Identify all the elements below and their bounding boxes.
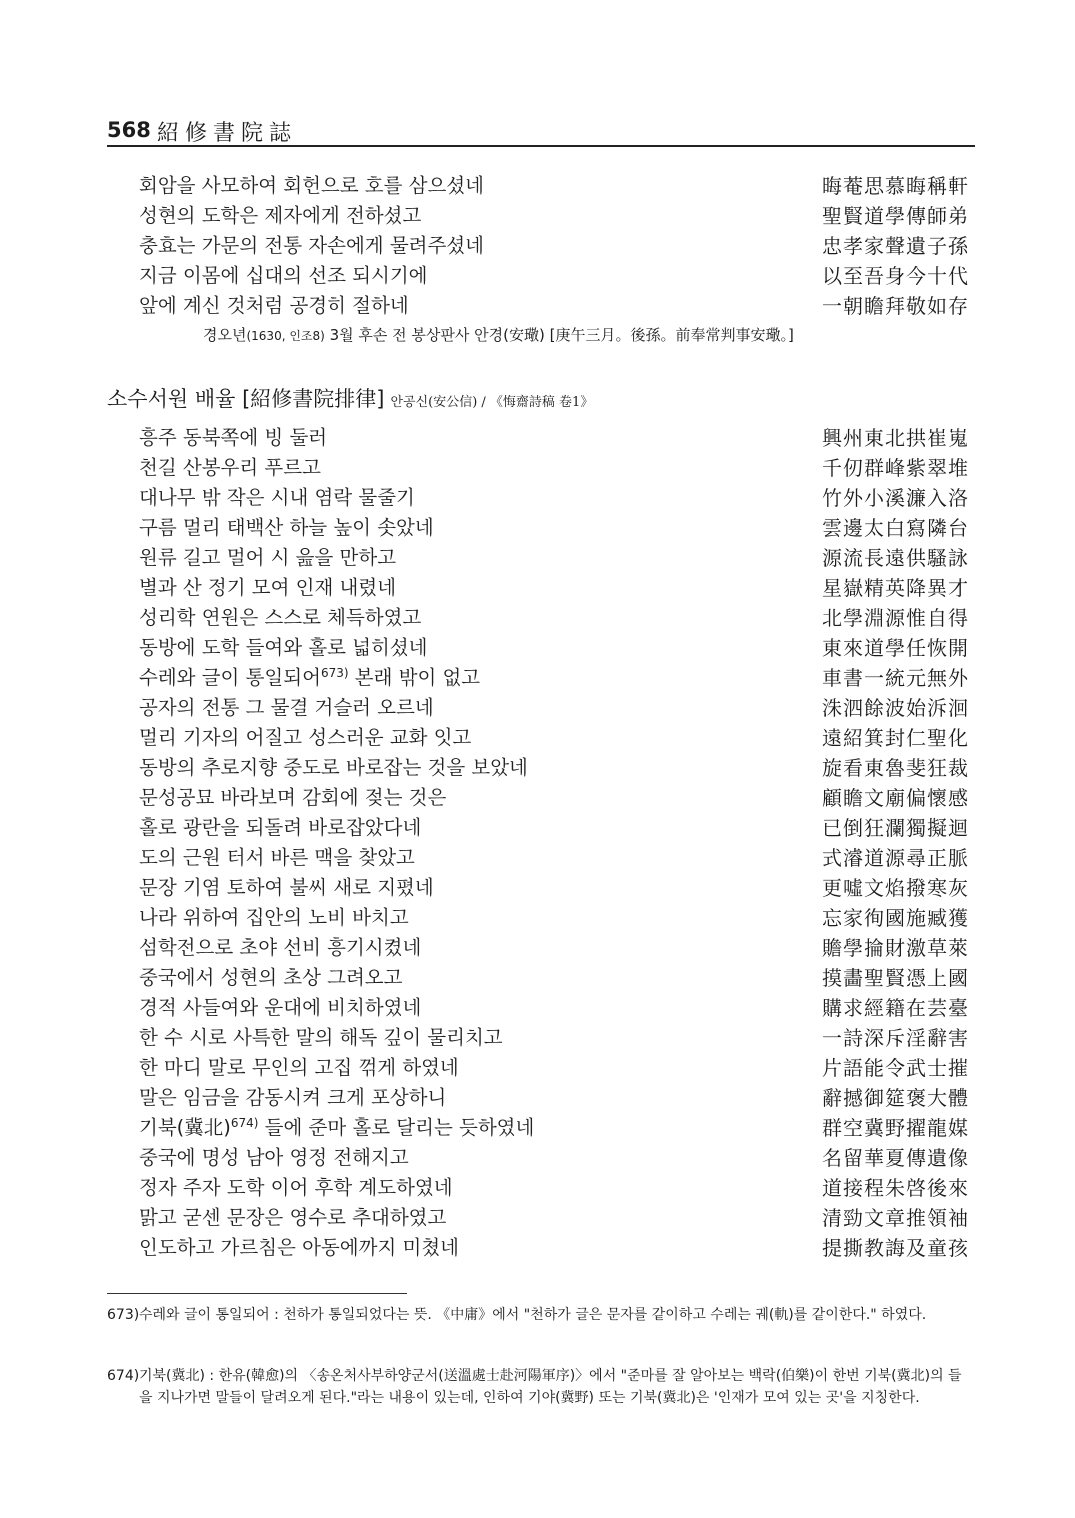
korean-translation	[139, 424, 327, 452]
korean-translation	[139, 934, 421, 962]
korean-text: 중국에서 성현의 초상 그려오고	[139, 966, 403, 989]
hanja-original: 晦菴思慕晦稱軒	[822, 174, 969, 198]
verse-line	[139, 724, 969, 754]
korean-translation	[139, 844, 415, 872]
korean-text: 도의 근원 터서 바른 맥을 찾았고	[139, 846, 415, 869]
footnote-ref: 673)	[320, 666, 349, 680]
verse-line	[139, 544, 969, 574]
korean-translation	[139, 514, 434, 542]
korean-text: 동방에 도학 들여와 홀로 넓히셨네	[139, 636, 428, 659]
footnote-text: 수레와 글이 통일되어 : 천하가 통일되었다는 뜻. 《中庸》에서 "천하가 글은 문자를 같이하고 수레는 궤(軌)를 같이한다." 하였다.	[139, 1307, 927, 1323]
footnote-text: 기북(冀北) : 한유(韓愈)의 〈송온처사부하양군서(送溫處士赴河陽軍序)〉에서 "준마를 잘 알아보는 백락(伯樂)이 한번 기북(冀北)의 들을 지나가면 말들이 달려오게 된다."라는 내용이 있는데, 인하여 기야(冀野) 또는 기북(冀北)은 '인재가 모여 있는 곳'을 지칭한다.	[139, 1368, 962, 1406]
hanja-original: 群空冀野擢龍媒	[822, 1116, 969, 1140]
korean-translation: 앞에 계신 것처럼 공경히 절하네	[139, 294, 409, 317]
korean-text: 중국에 명성 남아 영정 전해지고	[139, 1146, 409, 1169]
verse-line	[139, 574, 969, 604]
verse-line	[139, 172, 969, 202]
verse-line	[139, 1054, 969, 1084]
credit-text: 3월 후손 전 봉상판사 안경(安璥) [庚午三月。後孫。前奉常判事安璥。]	[324, 326, 794, 344]
verse-line	[139, 904, 969, 934]
korean-translation	[139, 1144, 409, 1172]
korean-translation	[139, 1084, 446, 1112]
korean-text: 천길 산봉우리 푸르고	[139, 456, 321, 479]
hanja-original: 辭撼御筵褒大體	[822, 1086, 969, 1110]
hanja-original: 雲邊太白寫隣台	[822, 516, 969, 540]
korean-translation	[139, 484, 415, 512]
hanja-original: 一詩深斥淫辭害	[822, 1026, 969, 1050]
hanja-original: 忘家徇國施臧獲	[822, 906, 969, 930]
author-credit	[203, 324, 794, 347]
book-title: 紹修書院誌	[157, 121, 298, 146]
header-rule	[107, 145, 975, 147]
korean-text: 한 마디 말로 무인의 고집 꺾게 하였네	[139, 1056, 459, 1079]
verse-line	[139, 262, 969, 292]
verse-line	[139, 292, 969, 322]
hanja-original: 道接程朱啓後來	[822, 1176, 969, 1200]
hanja-original: 旋看東魯斐狂裁	[822, 756, 969, 780]
hanja-original: 更噓文焰撥寒灰	[822, 876, 969, 900]
hanja-original: 忠孝家聲遺子孫	[822, 234, 969, 258]
page-header	[107, 118, 975, 148]
korean-translation	[139, 754, 528, 782]
korean-translation	[139, 694, 434, 722]
korean-text: 문성공묘 바라보며 감회에 젖는 것은	[139, 786, 447, 809]
poem-title: 소수서원 배율 [紹修書院排律]	[107, 387, 385, 411]
hanja-original: 遠紹箕封仁聖化	[822, 726, 969, 750]
korean-text: 원류 길고 멀어 시 읊을 만하고	[139, 546, 397, 569]
verse-line	[139, 634, 969, 664]
korean-text: 한 수 시로 사특한 말의 해독 깊이 물리치고	[139, 1026, 503, 1049]
korean-text: 성리학 연원은 스스로 체득하였고	[139, 606, 422, 629]
korean-translation	[139, 994, 421, 1022]
poem-author: 안공신(安公信) / 《悔齋詩稿 卷1》	[390, 395, 594, 410]
verse-line	[139, 1024, 969, 1054]
hanja-original: 北學淵源惟自得	[822, 606, 969, 630]
korean-translation	[139, 1054, 459, 1082]
korean-text: 나라 위하여 집안의 노비 바치고	[139, 906, 409, 929]
korean-translation: 충효는 가문의 전통 자손에게 물려주셨네	[139, 234, 485, 257]
korean-translation	[139, 1234, 459, 1262]
korean-translation	[139, 784, 446, 812]
korean-translation	[139, 814, 421, 842]
verse-line	[139, 232, 969, 262]
korean-translation	[139, 664, 480, 692]
poem-heading	[107, 383, 593, 413]
hanja-original: 顧瞻文廟偏懷感	[822, 786, 969, 810]
korean-text: 흥주 동북쪽에 빙 둘러	[139, 426, 328, 449]
korean-text: 멀리 기자의 어질고 성스러운 교화 잇고	[139, 726, 472, 749]
korean-translation	[139, 964, 402, 992]
hanja-original: 聖賢道學傳師弟	[822, 204, 969, 228]
footnote-number: 674)	[107, 1368, 140, 1384]
korean-translation	[139, 574, 396, 602]
hanja-original: 提撕教誨及童孩	[822, 1236, 969, 1260]
footnote-674	[107, 1365, 975, 1409]
verse-block-2	[139, 424, 969, 1264]
korean-translation	[139, 874, 434, 902]
korean-text: 섬학전으로 초야 선비 흥기시켰네	[139, 936, 422, 959]
hanja-original: 式濬道源尋正脈	[822, 846, 969, 870]
verse-line	[139, 202, 969, 232]
hanja-original: 名留華夏傳遺像	[822, 1146, 969, 1170]
korean-translation	[139, 1024, 503, 1052]
hanja-original: 源流長遠供騷詠	[822, 546, 969, 570]
verse-line	[139, 934, 969, 964]
credit-year: 경오년	[203, 326, 247, 344]
verse-line	[139, 844, 969, 874]
hanja-original: 清勁文章推領袖	[822, 1206, 969, 1230]
verse-block-1	[139, 172, 969, 322]
verse-line	[139, 1234, 969, 1264]
korean-translation	[139, 544, 396, 572]
hanja-original: 星嶽精英降異才	[822, 576, 969, 600]
footnote-ref: 674)	[230, 1116, 259, 1130]
hanja-original: 車書一統元無外	[822, 666, 969, 690]
verse-line	[139, 754, 969, 784]
verse-line	[139, 484, 969, 514]
korean-translation	[139, 904, 409, 932]
korean-text: 공자의 전통 그 물결 거슬러 오르네	[139, 696, 434, 719]
hanja-original: 已倒狂瀾獨擬迴	[822, 816, 969, 840]
verse-line	[139, 784, 969, 814]
hanja-original: 贍學掄財激草萊	[822, 936, 969, 960]
verse-line	[139, 664, 969, 694]
hanja-original: 一朝瞻拜敬如存	[822, 294, 969, 318]
korean-translation	[139, 634, 428, 662]
hanja-original: 千仞群峰紫翠堆	[822, 456, 969, 480]
hanja-original: 竹外小溪濂入洛	[822, 486, 969, 510]
footnote-673	[107, 1304, 975, 1326]
korean-translation: 성현의 도학은 제자에게 전하셨고	[139, 204, 422, 227]
verse-line	[139, 964, 969, 994]
page-number: 568	[107, 118, 151, 142]
korean-translation	[139, 1174, 453, 1202]
korean-text: 동방의 추로지향 중도로 바로잡는 것을 보았네	[139, 756, 528, 779]
korean-translation: 회암을 사모하여 회헌으로 호를 삼으셨네	[139, 174, 485, 197]
verse-line	[139, 454, 969, 484]
credit-year-note: (1630, 인조8)	[246, 329, 325, 343]
korean-text: 홀로 광란을 되돌려 바로잡았다네	[139, 816, 422, 839]
korean-text: 별과 산 정기 모여 인재 내렸네	[139, 576, 397, 599]
verse-line	[139, 514, 969, 544]
korean-text: 말은 임금을 감동시켜 크게 포상하니	[139, 1086, 447, 1109]
verse-line	[139, 1204, 969, 1234]
korean-text-continued: 본래 밖이 없고	[348, 666, 481, 689]
korean-translation: 지금 이몸에 십대의 선조 되시기에	[139, 264, 428, 287]
korean-text: 대나무 밖 작은 시내 염락 물줄기	[139, 486, 415, 509]
korean-text: 경적 사들여와 운대에 비치하였네	[139, 996, 422, 1019]
hanja-original: 購求經籍在芸臺	[822, 996, 969, 1020]
korean-text: 수레와 글이 통일되어	[139, 666, 321, 689]
verse-line	[139, 814, 969, 844]
korean-text-continued: 들에 준마 홀로 달리는 듯하였네	[258, 1116, 535, 1139]
footnote-rule	[107, 1293, 407, 1294]
verse-line	[139, 604, 969, 634]
verse-line	[139, 1174, 969, 1204]
hanja-original: 片語能令武士摧	[822, 1056, 969, 1080]
verse-line	[139, 1144, 969, 1174]
korean-text: 기북(冀北)	[139, 1116, 231, 1139]
korean-text: 문장 기염 토하여 불씨 새로 지폈네	[139, 876, 434, 899]
korean-translation	[139, 1204, 446, 1232]
hanja-original: 東來道學任恢開	[822, 636, 969, 660]
verse-line	[139, 694, 969, 724]
verse-line	[139, 874, 969, 904]
verse-line	[139, 1114, 969, 1144]
verse-line	[139, 424, 969, 454]
korean-translation	[139, 1114, 534, 1142]
korean-text: 인도하고 가르침은 아동에까지 미쳤네	[139, 1236, 459, 1259]
verse-line	[139, 994, 969, 1024]
korean-text: 구름 멀리 태백산 하늘 높이 솟았네	[139, 516, 434, 539]
hanja-original: 洙泗餘波始泝洄	[822, 696, 969, 720]
footnote-number: 673)	[107, 1307, 140, 1323]
hanja-original: 興州東北拱崔嵬	[822, 426, 969, 450]
korean-translation	[139, 724, 471, 752]
hanja-original: 摸畵聖賢憑上國	[822, 966, 969, 990]
verse-line	[139, 1084, 969, 1114]
korean-translation	[139, 604, 421, 632]
korean-text: 맑고 굳센 문장은 영수로 추대하였고	[139, 1206, 447, 1229]
hanja-original: 以至吾身今十代	[822, 264, 969, 288]
korean-text: 정자 주자 도학 이어 후학 계도하였네	[139, 1176, 453, 1199]
korean-translation	[139, 454, 321, 482]
